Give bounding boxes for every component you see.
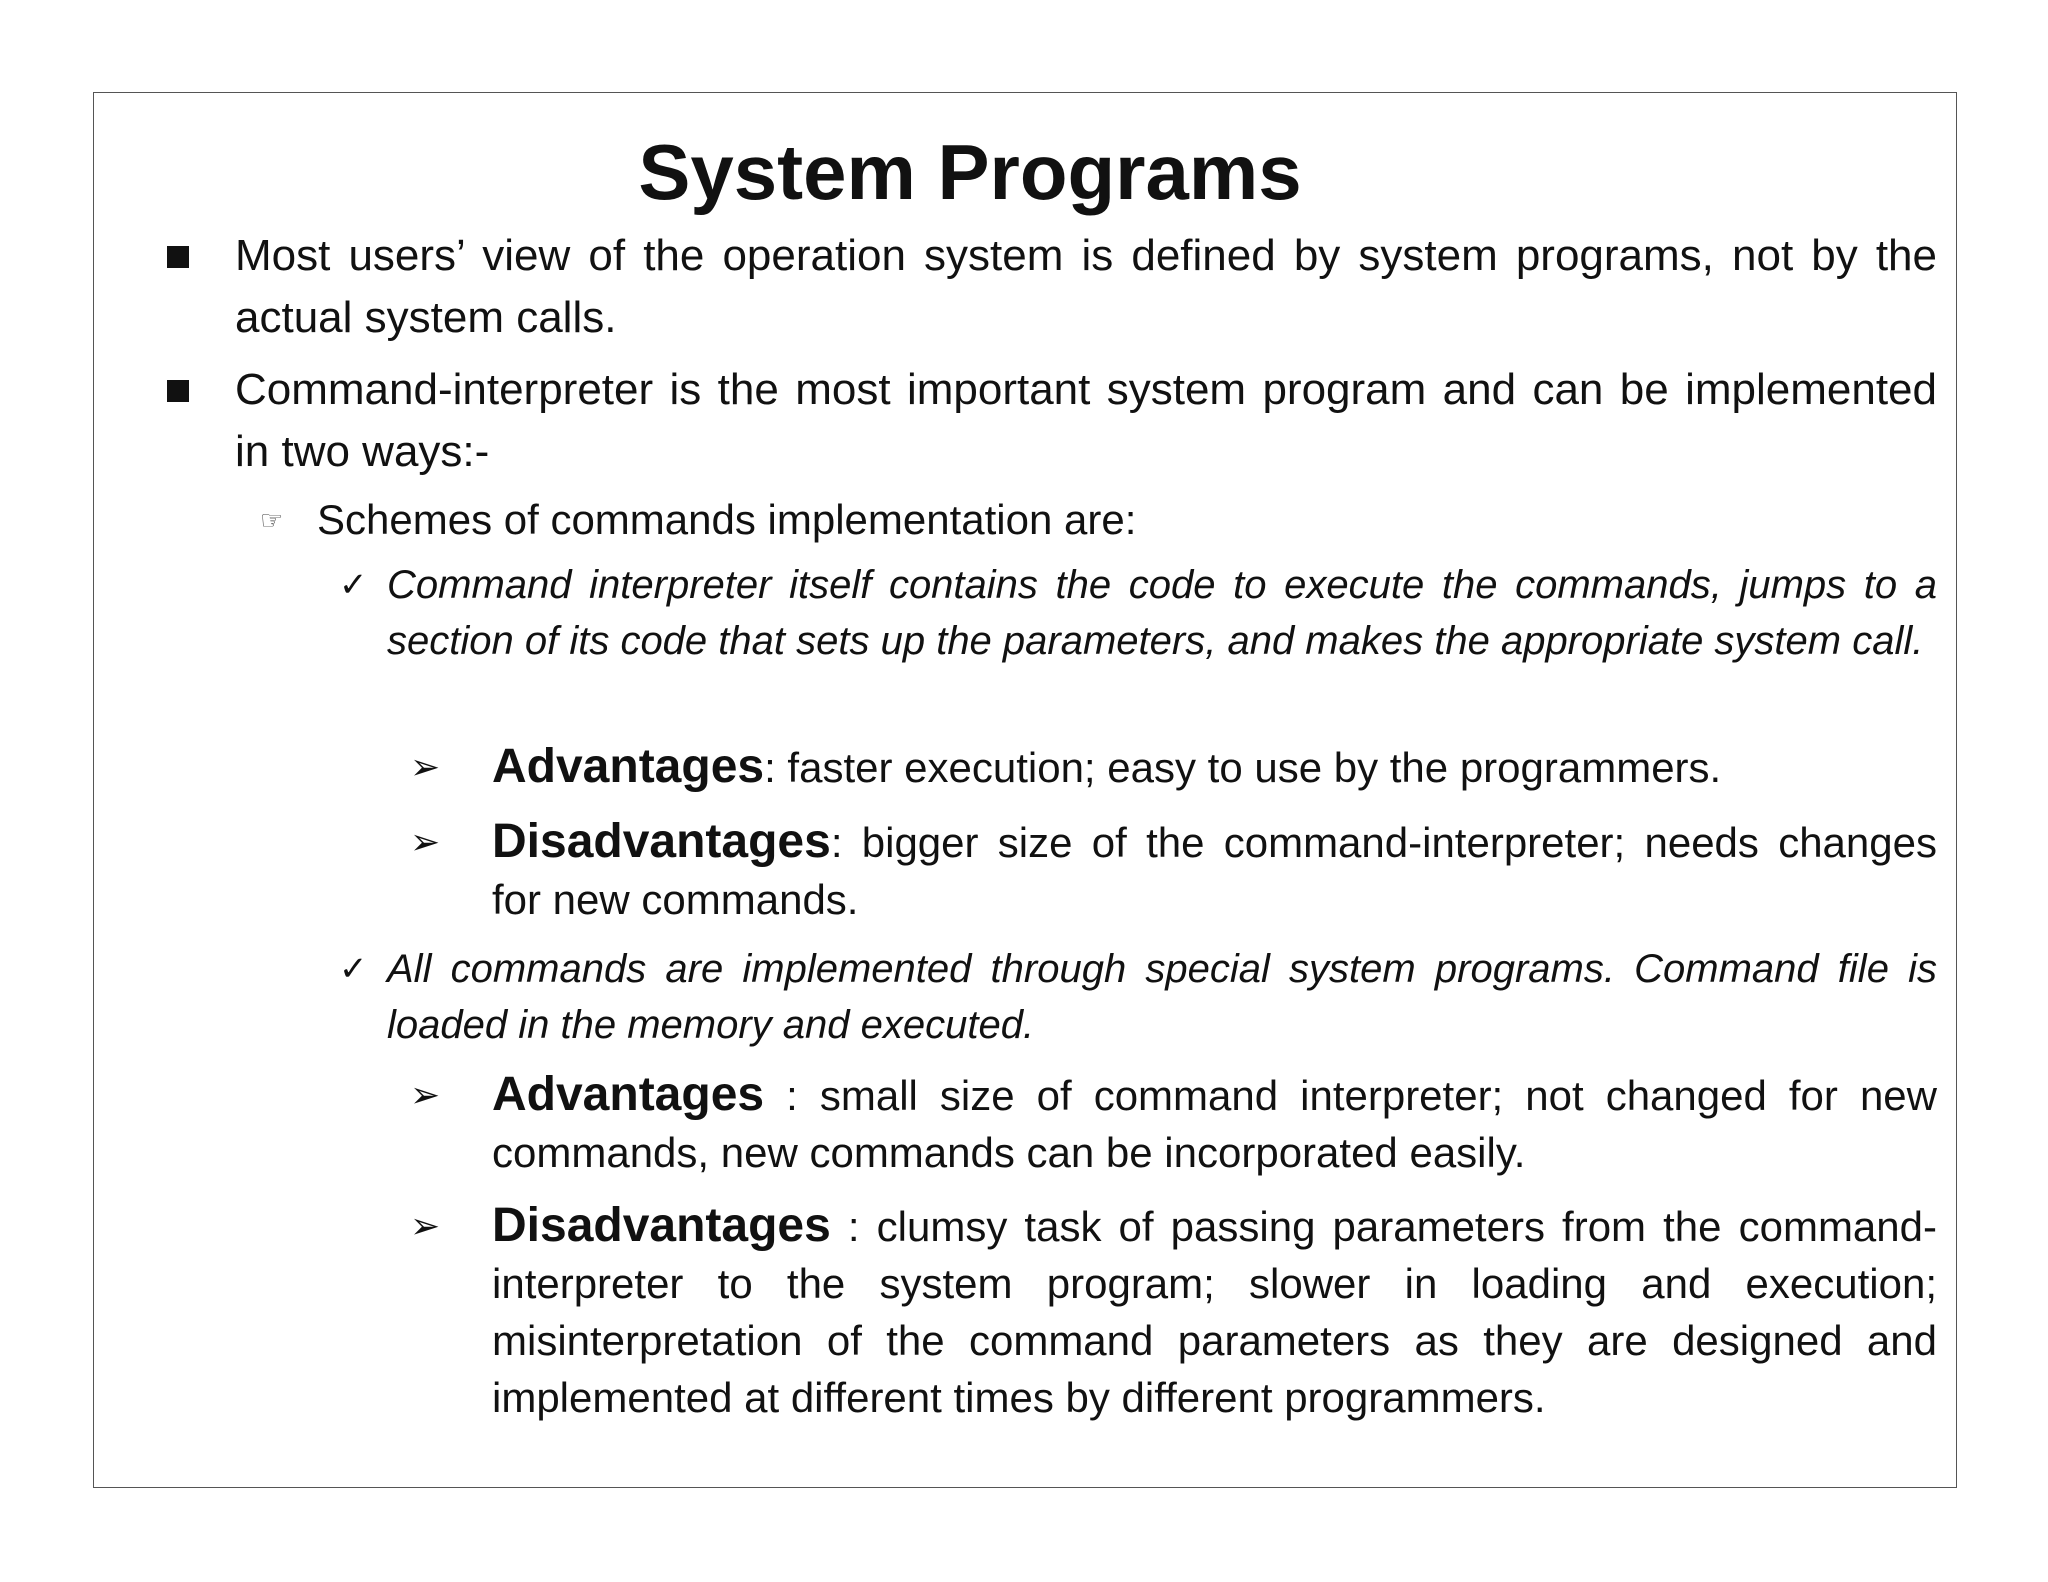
arrowhead-bullet-icon: ➢ — [410, 821, 441, 862]
advantages-text: : faster execution; easy to use by the programmers. — [764, 744, 1722, 791]
arrowhead-bullet-icon: ➢ — [410, 1074, 441, 1115]
checkmark-icon: ✓ — [339, 950, 368, 988]
disadvantages-text: : clumsy task of passing parameters from the command-interpreter to the system program; slower in loading and execution; misinterpretation of the command parameters as they are designed and implemented at different times by different programmers. — [492, 1203, 1937, 1421]
advantages-label: Advantages — [492, 1068, 765, 1121]
scheme-description: Command interpreter itself contains the code to execute the commands, jumps to a section of its code that sets up the parameters, and makes the appropriate system call. — [387, 563, 1937, 663]
square-bullet-icon — [167, 246, 189, 268]
scheme-heading — [260, 491, 1937, 549]
bullet-item — [235, 225, 1937, 349]
disadvantages-text: : bigger size of the command-interpreter; needs changes for new commands. — [492, 819, 1937, 923]
page-title: System Programs — [638, 128, 1302, 216]
bullet-text: Most users’ view of the operation system is defined by system programs, not by the actual system calls. — [235, 231, 1937, 342]
disadvantages-item — [410, 1197, 1937, 1426]
disadvantages-item — [410, 813, 1937, 928]
arrowhead-bullet-icon: ➢ — [410, 1205, 441, 1246]
advantages-item — [410, 1066, 1937, 1181]
advantages-text: : small size of command interpreter; not changed for new commands, new commands can be incorporated easily. — [492, 1072, 1937, 1176]
scheme-heading-text: Schemes of commands implementation are: — [317, 496, 1137, 543]
bullet-text: Command-interpreter is the most important system program and can be implemented in two ways:- — [235, 365, 1937, 476]
pointing-hand-icon: ☞ — [260, 505, 284, 535]
advantages-label: Advantages — [492, 740, 765, 793]
disadvantages-label: Disadvantages — [492, 1199, 831, 1252]
arrowhead-bullet-icon: ➢ — [410, 746, 441, 787]
scheme-description: All commands are implemented through special system programs. Command file is loaded in the memory and executed. — [387, 947, 1937, 1047]
scheme-item — [339, 941, 1937, 1053]
disadvantages-label: Disadvantages — [492, 815, 831, 868]
square-bullet-icon — [167, 380, 189, 402]
checkmark-icon: ✓ — [339, 566, 368, 604]
scheme-item — [339, 557, 1937, 669]
advantages-item — [410, 738, 1937, 796]
bullet-item — [235, 359, 1937, 483]
